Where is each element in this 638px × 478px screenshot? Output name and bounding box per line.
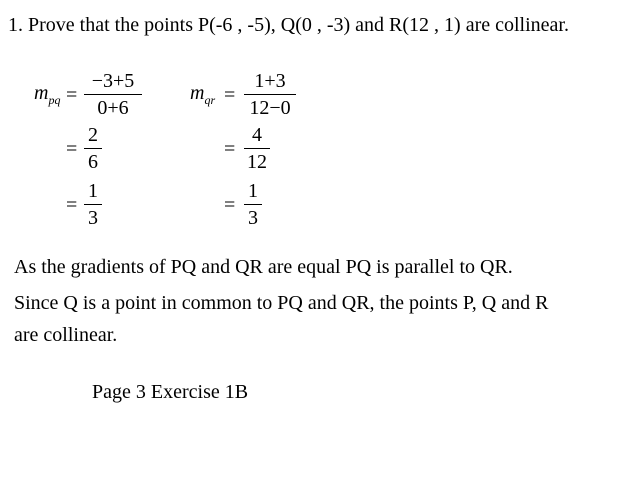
conclusion-collinear-line2: are collinear. <box>14 324 118 346</box>
fraction-qr-step1: 1+3 12−0 <box>244 70 296 119</box>
fraction-qr-step2: 4 12 <box>244 124 270 173</box>
fraction-pq-step2: 2 6 <box>84 124 102 173</box>
fraction-pq-step1: −3+5 0+6 <box>84 70 142 119</box>
conclusion-collinear-line1: Since Q is a point in common to PQ and QR, the points P, Q and R <box>14 292 549 314</box>
equals-sign: = <box>224 84 236 106</box>
equals-sign: = <box>66 138 78 160</box>
gradient-pq-label: $m_{pq}$ <box>34 82 61 107</box>
gradient-qr-label: $m_{qr}$ <box>190 82 216 107</box>
equals-sign: = <box>224 138 236 160</box>
equals-sign: = <box>66 194 78 216</box>
fraction-pq-step3: 1 3 <box>84 180 102 229</box>
fraction-qr-step3: 1 3 <box>244 180 262 229</box>
equals-sign: = <box>66 84 78 106</box>
conclusion-parallel: As the gradients of PQ and QR are equal PQ is parallel to QR. <box>14 256 513 278</box>
problem-statement: 1. Prove that the points P(-6 , -5), Q(0 , -3) and R(12 , 1) are collinear. <box>8 14 569 36</box>
exercise-reference: Page 3 Exercise 1B <box>92 381 249 403</box>
equals-sign: = <box>224 194 236 216</box>
